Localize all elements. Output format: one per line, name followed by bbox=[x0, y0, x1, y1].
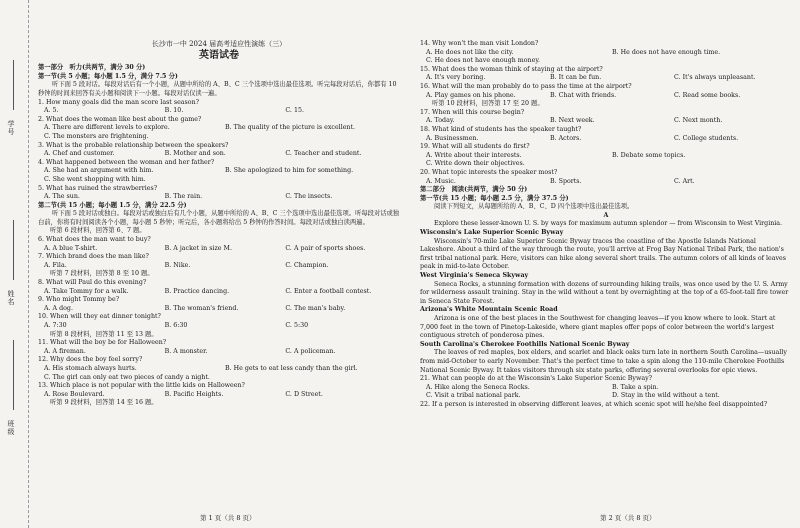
page-2-footer: 第 2 页（共 8 页） bbox=[600, 514, 656, 522]
question-stem: 16. What will the man probably do to pass the time at the airport? bbox=[420, 82, 632, 90]
option-a: A. She had an argument with him. bbox=[44, 167, 154, 175]
option-row bbox=[38, 150, 400, 159]
option-b: B. A jacket in size M. bbox=[164, 244, 232, 252]
option-c: C. College students. bbox=[674, 134, 739, 142]
passage-subheading: Arizona's White Mountain Scenic Road bbox=[420, 306, 558, 314]
option-b: B. 6:30 bbox=[164, 322, 188, 329]
option-row bbox=[420, 92, 792, 101]
option-row bbox=[420, 135, 792, 144]
option-b: B. He does not have enough time. bbox=[612, 48, 721, 56]
option-b: B. Take a spin. bbox=[612, 383, 659, 391]
option-row bbox=[420, 49, 792, 58]
question-stem: 21. What can people do at the Wisconsin's Lake Superior Scenic Byway? bbox=[420, 375, 653, 383]
option-c: C. Read some books. bbox=[674, 91, 741, 99]
question-stem: 8. What will Paul do this evening? bbox=[38, 279, 147, 287]
instruction-paragraph: The leaves of red maples, box elders, and scarlet and black oaks turn late in northern South Carolina—usually from mid-October to early November. That's the perfect time to take a spin along the 110-mile Cherokee Foothills National Scenic Byway. It takes visitors through six state parks, offering several overlooks for epic views. bbox=[420, 349, 787, 374]
instruction-paragraph: Wisconsin's 70-mile Lake Superior Scenic Byway traces the coastline of the Apostle Islands National Lakeshore. About a third of the way through the route, you'll arrive at Frog Bay National Tribal Park, the nation's first tribal national park. Here, visitors can hike along several short trails. The autumn colors of all kinds of leaves peak in mid-to-late October. bbox=[420, 237, 787, 271]
option-row bbox=[38, 167, 400, 176]
option-a: C. He does not have enough money. bbox=[426, 57, 541, 65]
option-c: C. 5:30 bbox=[285, 322, 309, 329]
question-stem: 20. What topic interests the speaker most? bbox=[420, 168, 558, 176]
section-heading: 第一节(共 15 小题；每小题 2.5 分，满分 37.5 分) bbox=[420, 194, 569, 202]
page-1-column bbox=[38, 40, 400, 408]
question-stem: 6. What does the man want to buy? bbox=[38, 236, 151, 244]
class-line bbox=[13, 340, 14, 410]
option-a: A. There are different levels to explore. bbox=[44, 124, 170, 132]
option-c: C. A policeman. bbox=[285, 347, 336, 355]
question-stem: 11. What will the boy be for Halloween? bbox=[38, 339, 167, 347]
question-stem: 2. What does the woman like best about the game? bbox=[38, 115, 202, 123]
option-row bbox=[420, 178, 792, 187]
option-row bbox=[420, 117, 792, 126]
option-c: C. D Street. bbox=[285, 390, 323, 398]
passage-subheading: South Carolina's Cherokee Foothills National Scenic Byway bbox=[420, 340, 630, 348]
option-b: B. Mother and son. bbox=[164, 150, 226, 158]
student-id-label: 学号 bbox=[7, 120, 15, 136]
option-a: C. The monsters are frightening. bbox=[44, 132, 149, 140]
binding-margin bbox=[0, 0, 29, 528]
option-b: B. The rain. bbox=[164, 193, 203, 201]
option-a: A. Take Tommy for a walk. bbox=[44, 287, 129, 295]
question-stem: 22. If a person is interested in observing different leaves, at which scenic spot will he/she feel disappointed? bbox=[420, 400, 768, 408]
instruction-paragraph: 听下面 5 段对话。每段对话后有一个小题，从题中所给的 A、B、C 三个选项中选出最佳选项。听完每段对话后，你都有 10 秒钟的时间来回答有关小题和阅读下一小题。每段对话仅读一遍。 bbox=[38, 81, 397, 97]
option-row bbox=[38, 348, 400, 357]
question-stem: 17. When will this course begin? bbox=[420, 108, 525, 116]
option-b: B. He gets to eat less candy than the girl. bbox=[225, 364, 358, 372]
section-heading: 第二节(共 15 小题；每小题 1.5 分，满分 22.5 分) bbox=[38, 201, 187, 209]
option-row bbox=[38, 288, 400, 297]
exam-header: 长沙市一中 2024 届高考适应性演练（三） bbox=[151, 40, 287, 48]
question-stem: 14. Why won't the man visit London? bbox=[420, 40, 539, 47]
option-a: A. Chef and customer. bbox=[44, 150, 115, 158]
question-stem: 13. Which place is not popular with the little kids on Halloween? bbox=[38, 382, 245, 390]
option-c: C. It's always unpleasant. bbox=[674, 74, 756, 82]
option-b: B. The woman's friend. bbox=[164, 304, 239, 312]
option-a: A. Rose Boulevard. bbox=[44, 390, 105, 398]
option-a: A. A blue T-shirt. bbox=[44, 244, 98, 252]
exam-title: 英语试卷 bbox=[199, 49, 239, 61]
option-c: C. Teacher and student. bbox=[285, 150, 362, 158]
option-row bbox=[38, 133, 400, 142]
option-c: C. Enter a football contest. bbox=[285, 287, 372, 295]
option-row bbox=[420, 74, 792, 83]
instruction-paragraph: 听下面 5 段对话或独白。每段对话或独白后有几个小题，从题中所给的 A、B、C 三个选项中选出最佳选项。听每段对话或独白前，你将有时间阅读各个小题，每小题 5 秒钟；听完后，各小题将给出 5 秒钟的作答时间。每段对话或独白读两遍。 bbox=[38, 210, 400, 226]
option-a: A. Fila. bbox=[44, 261, 67, 269]
listening-note: 听第 10 段材料，回答第 17 至 20 题。 bbox=[432, 100, 544, 108]
option-b: B. Sports. bbox=[550, 177, 582, 185]
option-row bbox=[38, 176, 400, 185]
student-id-line bbox=[13, 60, 14, 110]
option-a: A. 7:30 bbox=[44, 322, 67, 329]
option-a: C. Visit a tribal national park. bbox=[426, 392, 521, 400]
page-1-footer: 第 1 页（共 8 页） bbox=[200, 514, 256, 522]
instruction-paragraph: 阅读下列短文，从每题所给的 A、B、C、D 四个选项中选出最佳选项。 bbox=[434, 203, 634, 211]
passage-label: A bbox=[603, 211, 609, 219]
option-a: A. A fireman. bbox=[44, 347, 86, 355]
question-stem: 4. What happened between the woman and her father? bbox=[38, 158, 215, 166]
option-a: A. 5. bbox=[44, 107, 59, 115]
option-row bbox=[38, 107, 400, 116]
option-b: B. Actors. bbox=[550, 134, 582, 142]
question-stem: 3. What is the probable relationship between the speakers? bbox=[38, 141, 229, 149]
question-stem: 18. What kind of students has the speaker taught? bbox=[420, 125, 582, 133]
option-a: C. Write down their objectives. bbox=[426, 160, 525, 168]
section-heading: 第二部分 阅读(共两节，满分 50 分) bbox=[420, 186, 528, 194]
section-heading: 第一部分 听力(共两节，满分 30 分) bbox=[38, 64, 146, 72]
question-stem: 7. Which brand does the man like? bbox=[38, 253, 149, 261]
listening-note: 听第 9 段材料，回答第 14 至 16 题。 bbox=[50, 399, 158, 407]
page-2-column bbox=[420, 40, 792, 410]
option-a: A. Write about their interests. bbox=[426, 151, 522, 159]
option-c: C. A pair of sports shoes. bbox=[285, 244, 366, 252]
listening-note: 听第 6 段材料，回答第 6、7 题。 bbox=[50, 227, 146, 235]
name-line bbox=[13, 220, 14, 280]
option-b: B. Practice dancing. bbox=[164, 287, 230, 295]
option-row bbox=[420, 57, 792, 66]
question-stem: 10. When will they eat dinner tonight? bbox=[38, 313, 161, 321]
option-row bbox=[38, 322, 400, 331]
option-b: B. Nike. bbox=[164, 261, 191, 269]
section-heading: 第一节(共 5 小题；每小题 1.5 分，满分 7.5 分) bbox=[38, 72, 178, 80]
page-1-body bbox=[38, 64, 400, 408]
option-row bbox=[38, 245, 400, 254]
option-c: C. Art. bbox=[674, 177, 695, 185]
option-a: A. The sun. bbox=[44, 193, 80, 201]
option-row bbox=[38, 193, 400, 202]
option-a: A. Music. bbox=[426, 177, 456, 185]
option-b: B. Chat with friends. bbox=[550, 91, 617, 99]
name-label: 姓名 bbox=[7, 290, 15, 306]
option-row bbox=[420, 160, 792, 169]
option-a: A. Businessmen. bbox=[426, 134, 479, 142]
instruction-paragraph: Arizona is one of the best places in the Southwest for changing leaves—if you know where to look. Start at 7,000 feet in the town of Pinetop-Lakeside, where giant maples offer pops of color between the world's largest contiguous stretch of ponderosa pines. bbox=[420, 315, 776, 340]
option-c: C. The man's baby. bbox=[285, 304, 346, 312]
question-stem: 9. Who might Tommy be? bbox=[38, 296, 120, 304]
option-b: B. She apologized to him for something. bbox=[225, 167, 354, 175]
question-stem: 12. Why does the boy feel sorry? bbox=[38, 356, 143, 364]
question-stem: 19. What will all students do first? bbox=[420, 143, 530, 151]
passage-subheading: West Virginia's Seneca Skyway bbox=[420, 272, 529, 280]
question-stem: 5. What has ruined the strawberries? bbox=[38, 184, 158, 192]
option-a: A. Today. bbox=[426, 117, 455, 125]
option-b: B. The quality of the picture is excellent. bbox=[225, 124, 356, 132]
option-b: B. 10. bbox=[164, 107, 184, 115]
option-a: A. Play games on his phone. bbox=[426, 91, 516, 99]
option-c: C. Champion. bbox=[285, 261, 329, 269]
option-row bbox=[420, 384, 792, 393]
option-b: B. Pacific Heights. bbox=[164, 390, 224, 398]
listening-note: 听第 7 段材料，回答第 8 至 10 题。 bbox=[50, 270, 154, 278]
option-a: C. The girl can only eat two pieces of candy a night. bbox=[44, 373, 210, 381]
option-row bbox=[38, 305, 400, 314]
option-c: C. Next month. bbox=[674, 117, 723, 125]
option-row bbox=[38, 124, 400, 133]
page-2-body bbox=[420, 40, 792, 410]
option-c: C. The insects. bbox=[285, 193, 333, 201]
option-b: D. Stay in the wild without a tent. bbox=[612, 392, 720, 400]
option-a: A. His stomach always hurts. bbox=[44, 364, 137, 372]
option-b: B. A monster. bbox=[164, 347, 208, 355]
option-a: C. She went shopping with him. bbox=[44, 175, 146, 183]
passage-subheading: Wisconsin's Lake Superior Scenic Byway bbox=[420, 229, 564, 237]
question-stem: 15. What does the woman think of staying at the airport? bbox=[420, 65, 603, 73]
option-a: A. A dog. bbox=[44, 304, 73, 312]
option-a: A. He does not like the city. bbox=[426, 48, 514, 56]
option-a: A. Hike along the Seneca Rocks. bbox=[426, 383, 530, 391]
option-row bbox=[420, 392, 792, 401]
listening-note: 听第 8 段材料，回答第 11 至 13 题。 bbox=[50, 330, 158, 338]
instruction-paragraph: Seneca Rocks, a stunning formation with dozens of surrounding hiking trails, was once used by the U. S. Army for wilderness assault training. Stay in the wild without a tent by overnighting at the top of a 65-foot-tall fire tower in Seneca State Forest. bbox=[420, 280, 789, 305]
instruction-paragraph: Explore these lesser-known U. S. by ways for maximum autumn splendor — from Wisconsin to West Virginia. bbox=[434, 220, 783, 228]
option-a: A. It's very boring. bbox=[426, 74, 486, 82]
option-b: B. Next week. bbox=[550, 117, 595, 125]
question-stem: 1. How many goals did the man score last season? bbox=[38, 98, 200, 106]
class-label: 班级 bbox=[7, 420, 15, 436]
option-row bbox=[38, 374, 400, 383]
option-c: C. 15. bbox=[285, 107, 304, 115]
option-b: B. It can be fun. bbox=[550, 74, 602, 82]
option-b: B. Debate some topics. bbox=[612, 151, 686, 159]
option-row bbox=[38, 365, 400, 374]
option-row bbox=[420, 152, 792, 161]
